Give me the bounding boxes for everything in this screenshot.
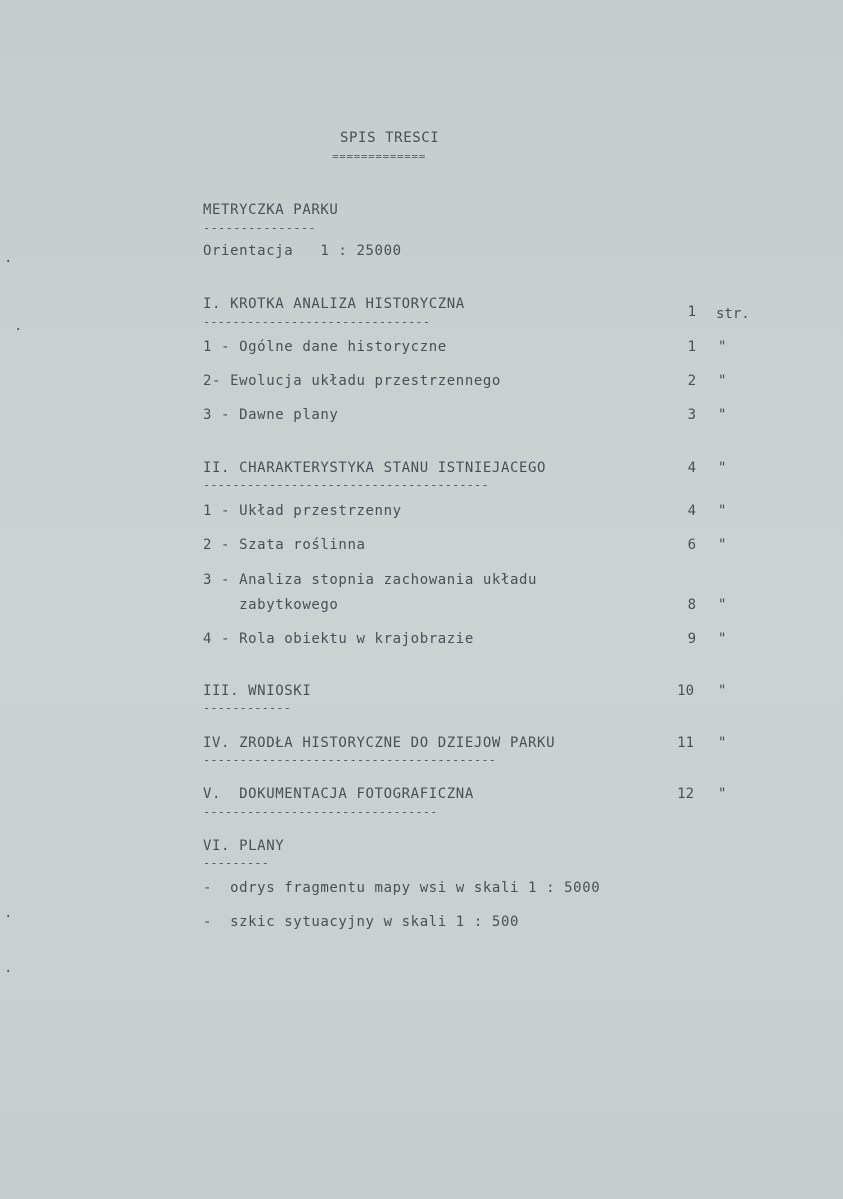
ditto-mark: " bbox=[718, 786, 727, 802]
section-4-heading: IV. ZRODŁA HISTORYCZNE DO DZIEJOW PARKU bbox=[203, 735, 556, 751]
plan-item-1: - odrys fragmentu mapy wsi w skali 1 : 5000 bbox=[203, 880, 601, 896]
toc-item-2-2-page: 6 bbox=[687, 537, 696, 553]
section-3-underline: ------------ bbox=[203, 704, 291, 712]
toc-item-2-1: 1 - Układ przestrzenny bbox=[203, 503, 402, 519]
ditto-mark: " bbox=[718, 597, 727, 613]
toc-item-1-2: 2- Ewolucja układu przestrzennego bbox=[203, 373, 501, 389]
section-4-page: 11 bbox=[677, 735, 694, 751]
toc-item-1-3: 3 - Dawne plany bbox=[203, 407, 339, 423]
section-1-underline: ------------------------------- bbox=[203, 318, 431, 326]
toc-item-2-3-page: 8 bbox=[687, 597, 696, 613]
section-3-page: 10 bbox=[677, 683, 694, 699]
section-5-underline: -------------------------------- bbox=[203, 808, 438, 816]
metryczka-heading: METRYCZKA PARKU bbox=[203, 202, 339, 218]
section-1-heading: I. KROTKA ANALIZA HISTORYCZNA bbox=[203, 296, 465, 312]
toc-item-2-2: 2 - Szata roślinna bbox=[203, 537, 366, 553]
toc-item-2-1-page: 4 bbox=[687, 503, 696, 519]
ditto-mark: " bbox=[718, 631, 727, 647]
toc-item-2-3: 3 - Analiza stopnia zachowania układu bbox=[203, 572, 538, 588]
margin-speck: . bbox=[4, 905, 13, 921]
orientacja-line: Orientacja 1 : 25000 bbox=[203, 243, 402, 259]
ditto-mark: " bbox=[718, 460, 727, 476]
margin-speck: . bbox=[14, 318, 23, 334]
toc-item-1-3-page: 3 bbox=[687, 407, 696, 423]
metryczka-underline: --------------- bbox=[203, 224, 316, 232]
ditto-mark: " bbox=[718, 537, 727, 553]
section-5-heading: V. DOKUMENTACJA FOTOGRAFICZNA bbox=[203, 786, 474, 802]
plan-item-2: - szkic sytuacyjny w skali 1 : 500 bbox=[203, 914, 520, 930]
section-4-underline: ---------------------------------------- bbox=[203, 756, 496, 764]
section-1-page: 1 bbox=[687, 304, 696, 320]
section-5-page: 12 bbox=[677, 786, 694, 802]
ditto-mark: " bbox=[718, 503, 727, 519]
ditto-mark: " bbox=[718, 735, 727, 751]
toc-item-2-4-page: 9 bbox=[687, 631, 696, 647]
section-2-underline: --------------------------------------- bbox=[203, 481, 489, 489]
page-title: SPIS TRESCI bbox=[340, 130, 440, 146]
margin-speck: . bbox=[4, 960, 13, 976]
toc-item-2-4: 4 - Rola obiektu w krajobrazie bbox=[203, 631, 474, 647]
toc-item-2-3-cont: zabytkowego bbox=[203, 597, 339, 613]
page-suffix: str. bbox=[716, 306, 750, 322]
section-6-underline: --------- bbox=[203, 859, 269, 867]
ditto-mark: " bbox=[718, 407, 727, 423]
section-2-heading: II. CHARAKTERYSTYKA STANU ISTNIEJACEGO bbox=[203, 460, 547, 476]
margin-speck: . bbox=[4, 250, 13, 266]
section-3-heading: III. WNIOSKI bbox=[203, 683, 312, 699]
toc-item-1-2-page: 2 bbox=[687, 373, 696, 389]
section-2-page: 4 bbox=[687, 460, 696, 476]
toc-item-1-1-page: 1 bbox=[687, 339, 696, 355]
section-6-heading: VI. PLANY bbox=[203, 838, 285, 854]
ditto-mark: " bbox=[718, 339, 727, 355]
ditto-mark: " bbox=[718, 373, 727, 389]
toc-item-1-1: 1 - Ogólne dane historyczne bbox=[203, 339, 447, 355]
ditto-mark: " bbox=[718, 683, 727, 699]
title-underline: ============= bbox=[332, 153, 426, 161]
